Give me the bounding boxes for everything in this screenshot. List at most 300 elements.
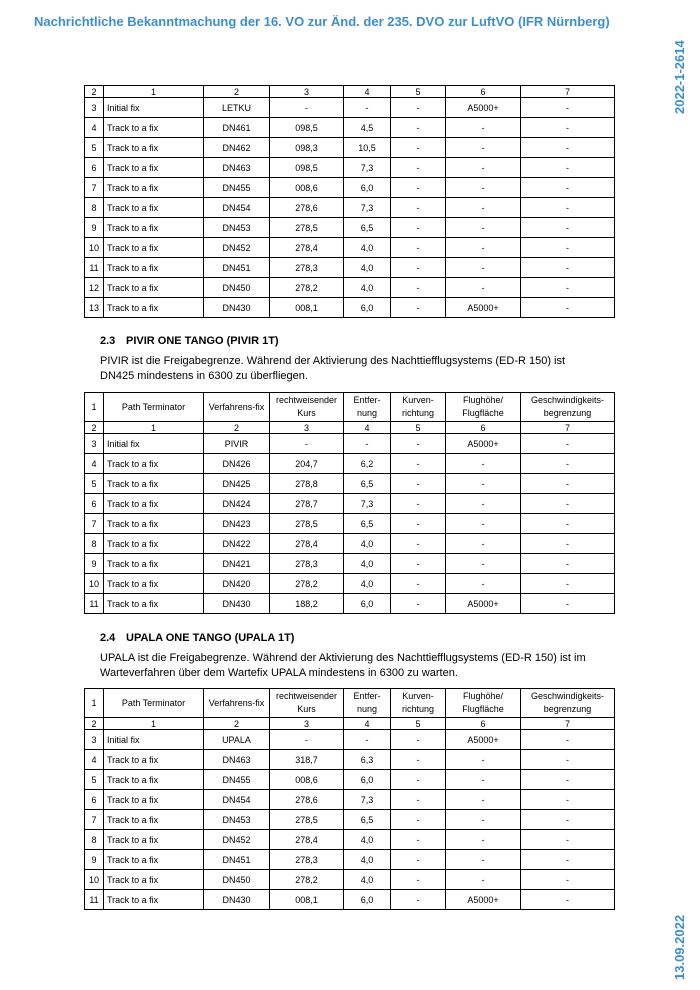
table-cell: -: [446, 810, 521, 830]
column-number-cell: 2: [85, 718, 104, 730]
table-cell: A5000+: [446, 298, 521, 318]
header-cell: Entfer-nung: [344, 393, 391, 422]
table-cell: Track to a fix: [104, 474, 204, 494]
table-cell: DN450: [204, 278, 270, 298]
table-cell: 6: [85, 494, 104, 514]
table-cell: -: [391, 494, 446, 514]
table-cell: DN463: [204, 158, 270, 178]
table-cell: 6,0: [344, 770, 391, 790]
table-row: [85, 258, 615, 278]
table-cell: 6,5: [344, 218, 391, 238]
table-cell: 6: [85, 158, 104, 178]
table-cell: 318,7: [270, 750, 344, 770]
table-cell: -: [391, 218, 446, 238]
table-cell: 3: [85, 98, 104, 118]
table-cell: 5: [85, 770, 104, 790]
table-cell: -: [521, 98, 615, 118]
table-cell: DN423: [204, 514, 270, 534]
section-description: UPALA ist die Freigabegrenze. Während der Aktivierung des Nachttiefflugsystems (ED-R 150) ist im Warteverfahren über dem Wartefix UPALA mindestens in 6300 zu warten.: [100, 652, 586, 679]
table-cell: 13: [85, 298, 104, 318]
table-cell: -: [391, 514, 446, 534]
table-cell: 7: [85, 514, 104, 534]
column-number-cell: 4: [344, 718, 391, 730]
table-cell: DN426: [204, 454, 270, 474]
table-row: [85, 198, 615, 218]
table-cell: -: [391, 278, 446, 298]
table-row: [85, 178, 615, 198]
header-cell: Entfer-nung: [344, 689, 391, 718]
table-cell: Track to a fix: [104, 870, 204, 890]
table-cell: -: [521, 474, 615, 494]
table-cell: 278,8: [270, 474, 344, 494]
table-cell: 6,5: [344, 474, 391, 494]
table-cell: -: [391, 198, 446, 218]
table-cell: -: [446, 218, 521, 238]
document-date: 13.09.2022: [672, 914, 687, 980]
table-cell: Track to a fix: [104, 850, 204, 870]
table-row: [85, 810, 615, 830]
table-cell: 3: [85, 434, 104, 454]
table-cell: -: [391, 98, 446, 118]
table-cell: DN425: [204, 474, 270, 494]
table-cell: 4,5: [344, 118, 391, 138]
column-number-cell: 2: [85, 86, 104, 98]
column-number-cell: 6: [446, 86, 521, 98]
table-row: [85, 730, 615, 750]
table-cell: -: [446, 830, 521, 850]
table-cell: -: [446, 554, 521, 574]
table-cell: -: [391, 554, 446, 574]
table-cell: -: [391, 770, 446, 790]
table-cell: -: [270, 98, 344, 118]
table-cell: 008,6: [270, 178, 344, 198]
table-cell: Track to a fix: [104, 138, 204, 158]
column-number-cell: 4: [344, 86, 391, 98]
section-heading: [100, 632, 294, 644]
table-cell: Track to a fix: [104, 594, 204, 614]
table-cell: A5000+: [446, 594, 521, 614]
table-cell: DN430: [204, 594, 270, 614]
table-row: [85, 594, 615, 614]
table-cell: 5: [85, 474, 104, 494]
column-number-cell: 1: [104, 718, 204, 730]
table-cell: 4,0: [344, 534, 391, 554]
table-cell: -: [521, 890, 615, 910]
table-cell: -: [391, 870, 446, 890]
table-cell: -: [446, 474, 521, 494]
header-cell: Flughöhe/ Flugfläche: [446, 393, 521, 422]
procedure-table-3: [84, 688, 615, 910]
table-cell: -: [391, 790, 446, 810]
table-cell: 098,5: [270, 118, 344, 138]
procedure-table-2: [84, 392, 615, 614]
table-cell: 188,2: [270, 594, 344, 614]
header-cell: Geschwindigkeits-begrenzung: [521, 393, 615, 422]
table-cell: -: [446, 278, 521, 298]
table-cell: -: [446, 158, 521, 178]
table-cell: DN450: [204, 870, 270, 890]
table-cell: -: [521, 118, 615, 138]
table-cell: -: [391, 158, 446, 178]
table-cell: 278,3: [270, 258, 344, 278]
table-cell: -: [446, 178, 521, 198]
table-cell: -: [521, 218, 615, 238]
table-cell: Track to a fix: [104, 830, 204, 850]
table-row: [85, 298, 615, 318]
table-cell: 098,5: [270, 158, 344, 178]
table-cell: DN462: [204, 138, 270, 158]
table-cell: 278,4: [270, 238, 344, 258]
table-cell: -: [446, 494, 521, 514]
table-cell: 8: [85, 534, 104, 554]
table-cell: PIVIR: [204, 434, 270, 454]
column-number-cell: 7: [521, 422, 615, 434]
table-cell: Track to a fix: [104, 178, 204, 198]
table-cell: 5: [85, 138, 104, 158]
table-cell: -: [521, 870, 615, 890]
table-cell: 10,5: [344, 138, 391, 158]
table-cell: 6,0: [344, 178, 391, 198]
column-number-cell: 6: [446, 718, 521, 730]
table-cell: 4,0: [344, 870, 391, 890]
table-cell: 278,6: [270, 198, 344, 218]
table-cell: 9: [85, 218, 104, 238]
table-cell: DN430: [204, 298, 270, 318]
table-cell: 8: [85, 830, 104, 850]
table-cell: -: [446, 454, 521, 474]
table-row: [85, 158, 615, 178]
table-cell: A5000+: [446, 890, 521, 910]
table-row: [85, 514, 615, 534]
table-cell: UPALA: [204, 730, 270, 750]
table-cell: Track to a fix: [104, 258, 204, 278]
table-cell: -: [391, 434, 446, 454]
table-cell: -: [446, 790, 521, 810]
table-row: [85, 574, 615, 594]
table-cell: Track to a fix: [104, 554, 204, 574]
table-cell: 4,0: [344, 554, 391, 574]
column-number-cell: 2: [85, 422, 104, 434]
table-cell: 204,7: [270, 454, 344, 474]
header-cell: 1: [85, 689, 104, 718]
table-row: [85, 138, 615, 158]
table-cell: 7,3: [344, 494, 391, 514]
section-description: PIVIR ist die Freigabegrenze. Während der Aktivierung des Nachttiefflugsystems (ED-R 150) ist DN425 mindestens in 6300 zu überfliegen.: [100, 355, 566, 382]
table-cell: 278,5: [270, 514, 344, 534]
table-cell: A5000+: [446, 434, 521, 454]
table-cell: DN453: [204, 218, 270, 238]
table-cell: 10: [85, 574, 104, 594]
table-cell: 6,3: [344, 750, 391, 770]
table-cell: -: [521, 750, 615, 770]
table-cell: Track to a fix: [104, 118, 204, 138]
table-cell: Initial fix: [104, 730, 204, 750]
table-row: [85, 474, 615, 494]
table-cell: -: [521, 298, 615, 318]
table-cell: 008,6: [270, 770, 344, 790]
table-cell: 6,0: [344, 298, 391, 318]
header-cell: Verfahrens-fix: [204, 393, 270, 422]
table-cell: 278,3: [270, 554, 344, 574]
table-cell: -: [391, 138, 446, 158]
table-cell: 6: [85, 790, 104, 810]
table-cell: DN430: [204, 890, 270, 910]
column-number-row: [85, 422, 615, 434]
table-cell: DN461: [204, 118, 270, 138]
table-cell: -: [446, 534, 521, 554]
table-cell: DN421: [204, 554, 270, 574]
table-cell: 278,2: [270, 278, 344, 298]
table-cell: 6,5: [344, 514, 391, 534]
table-cell: -: [521, 434, 615, 454]
table-cell: -: [521, 494, 615, 514]
header-cell: Verfahrens-fix: [204, 689, 270, 718]
table-cell: DN453: [204, 810, 270, 830]
table-cell: 9: [85, 554, 104, 574]
table-cell: A5000+: [446, 730, 521, 750]
table-cell: 4: [85, 454, 104, 474]
table-row: [85, 870, 615, 890]
header-cell: Kurven-richtung: [391, 393, 446, 422]
table-row: [85, 554, 615, 574]
table-cell: DN452: [204, 238, 270, 258]
table-cell: -: [391, 178, 446, 198]
table-cell: 4: [85, 118, 104, 138]
table-cell: -: [521, 574, 615, 594]
table-cell: 4,0: [344, 258, 391, 278]
table-cell: 7,3: [344, 198, 391, 218]
table-cell: Track to a fix: [104, 278, 204, 298]
table-row: [85, 494, 615, 514]
table-cell: 12: [85, 278, 104, 298]
column-number-row: [85, 86, 615, 98]
table-cell: DN420: [204, 574, 270, 594]
table-cell: -: [391, 534, 446, 554]
table-cell: -: [446, 514, 521, 534]
table-cell: -: [270, 730, 344, 750]
table-cell: -: [270, 434, 344, 454]
table-cell: 7: [85, 178, 104, 198]
table-row: [85, 454, 615, 474]
table-cell: Track to a fix: [104, 158, 204, 178]
table-cell: -: [521, 730, 615, 750]
table-cell: Track to a fix: [104, 494, 204, 514]
section-number: 2.3: [100, 335, 116, 347]
table-cell: DN451: [204, 258, 270, 278]
table-cell: Track to a fix: [104, 810, 204, 830]
table-cell: -: [391, 810, 446, 830]
table-cell: 6,0: [344, 890, 391, 910]
column-number-row: [85, 718, 615, 730]
table-cell: -: [521, 534, 615, 554]
procedure-table-1: [84, 85, 615, 318]
table-cell: -: [446, 138, 521, 158]
table-cell: 278,3: [270, 850, 344, 870]
table-cell: 4: [85, 750, 104, 770]
table-cell: 278,5: [270, 810, 344, 830]
table-cell: 6,2: [344, 454, 391, 474]
table-cell: -: [391, 594, 446, 614]
column-number-cell: 7: [521, 718, 615, 730]
document-number: 2022-1-2614: [672, 40, 687, 114]
table-cell: -: [344, 434, 391, 454]
header-cell: rechtweisender Kurs: [270, 393, 344, 422]
column-number-cell: 3: [270, 86, 344, 98]
table-cell: DN454: [204, 790, 270, 810]
table-cell: -: [521, 158, 615, 178]
table-cell: DN451: [204, 850, 270, 870]
table-cell: -: [446, 750, 521, 770]
table-cell: Track to a fix: [104, 454, 204, 474]
table-cell: -: [521, 554, 615, 574]
table-cell: DN455: [204, 770, 270, 790]
header-cell: Path Terminator: [104, 393, 204, 422]
table-cell: -: [521, 198, 615, 218]
table-row: [85, 830, 615, 850]
table-cell: 6,5: [344, 810, 391, 830]
table-cell: -: [391, 730, 446, 750]
table-cell: Track to a fix: [104, 770, 204, 790]
table-cell: -: [521, 238, 615, 258]
table-cell: Initial fix: [104, 98, 204, 118]
table-cell: -: [521, 454, 615, 474]
table-cell: 278,4: [270, 534, 344, 554]
column-number-cell: 1: [104, 422, 204, 434]
table-row: [85, 750, 615, 770]
column-number-cell: 7: [521, 86, 615, 98]
table-cell: Track to a fix: [104, 198, 204, 218]
table-row: [85, 434, 615, 454]
table-cell: -: [521, 178, 615, 198]
table-cell: Track to a fix: [104, 574, 204, 594]
column-number-cell: 4: [344, 422, 391, 434]
table-cell: -: [446, 198, 521, 218]
table-header-row: [85, 689, 615, 718]
table-cell: 3: [85, 730, 104, 750]
table-cell: DN422: [204, 534, 270, 554]
column-number-cell: 3: [270, 718, 344, 730]
table-cell: -: [446, 574, 521, 594]
table-row: [85, 790, 615, 810]
table-cell: Track to a fix: [104, 514, 204, 534]
table-cell: 4,0: [344, 278, 391, 298]
section-title: UPALA ONE TANGO (UPALA 1T): [126, 632, 295, 644]
table-cell: LETKU: [204, 98, 270, 118]
table-cell: -: [521, 790, 615, 810]
table-cell: DN424: [204, 494, 270, 514]
column-number-cell: 2: [204, 422, 270, 434]
table-cell: 4,0: [344, 850, 391, 870]
header-cell: rechtweisender Kurs: [270, 689, 344, 718]
table-cell: -: [446, 870, 521, 890]
table-cell: -: [391, 830, 446, 850]
header-cell: Kurven-richtung: [391, 689, 446, 718]
table-cell: DN463: [204, 750, 270, 770]
table-cell: 7,3: [344, 158, 391, 178]
table-cell: -: [521, 138, 615, 158]
table-cell: Initial fix: [104, 434, 204, 454]
section-number: 2.4: [100, 632, 116, 644]
header-cell: Geschwindigkeits-begrenzung: [521, 689, 615, 718]
table-cell: 10: [85, 870, 104, 890]
header-cell: Path Terminator: [104, 689, 204, 718]
table-cell: 278,2: [270, 574, 344, 594]
table-cell: 008,1: [270, 890, 344, 910]
table-cell: Track to a fix: [104, 534, 204, 554]
table-cell: -: [391, 890, 446, 910]
table-cell: -: [391, 750, 446, 770]
table-cell: 098,3: [270, 138, 344, 158]
column-number-cell: 5: [391, 86, 446, 98]
table-row: [85, 770, 615, 790]
table-row: [85, 98, 615, 118]
section-title: PIVIR ONE TANGO (PIVIR 1T): [126, 335, 279, 347]
column-number-cell: 5: [391, 718, 446, 730]
column-number-cell: 5: [391, 422, 446, 434]
table-cell: Track to a fix: [104, 298, 204, 318]
table-row: [85, 278, 615, 298]
section-heading: [100, 335, 279, 347]
table-cell: -: [344, 730, 391, 750]
table-cell: 278,6: [270, 790, 344, 810]
column-number-cell: 2: [204, 86, 270, 98]
table-cell: -: [521, 850, 615, 870]
column-number-cell: 3: [270, 422, 344, 434]
table-cell: DN455: [204, 178, 270, 198]
table-row: [85, 238, 615, 258]
table-cell: 4,0: [344, 574, 391, 594]
table-cell: 9: [85, 850, 104, 870]
table-row: [85, 118, 615, 138]
table-cell: 4,0: [344, 238, 391, 258]
table-cell: -: [521, 278, 615, 298]
column-number-cell: 2: [204, 718, 270, 730]
table-cell: 11: [85, 890, 104, 910]
table-cell: -: [446, 238, 521, 258]
table-cell: DN454: [204, 198, 270, 218]
table-cell: 11: [85, 258, 104, 278]
table-cell: Track to a fix: [104, 750, 204, 770]
table-cell: DN452: [204, 830, 270, 850]
table-cell: -: [391, 258, 446, 278]
table-cell: Track to a fix: [104, 218, 204, 238]
table-cell: -: [521, 830, 615, 850]
table-cell: -: [391, 238, 446, 258]
table-cell: -: [521, 258, 615, 278]
table-header-row: [85, 393, 615, 422]
table-cell: 4,0: [344, 830, 391, 850]
table-cell: Track to a fix: [104, 790, 204, 810]
table-cell: 11: [85, 594, 104, 614]
table-cell: Track to a fix: [104, 890, 204, 910]
table-cell: -: [391, 474, 446, 494]
table-cell: -: [521, 810, 615, 830]
table-cell: 6,0: [344, 594, 391, 614]
table-cell: -: [391, 298, 446, 318]
table-cell: 278,2: [270, 870, 344, 890]
table-cell: -: [521, 594, 615, 614]
table-cell: -: [391, 850, 446, 870]
table-row: [85, 534, 615, 554]
table-cell: 7: [85, 810, 104, 830]
header-cell: 1: [85, 393, 104, 422]
table-cell: -: [391, 454, 446, 474]
table-cell: -: [446, 258, 521, 278]
table-cell: 10: [85, 238, 104, 258]
table-cell: -: [521, 514, 615, 534]
table-cell: -: [344, 98, 391, 118]
header-cell: Flughöhe/ Flugfläche: [446, 689, 521, 718]
